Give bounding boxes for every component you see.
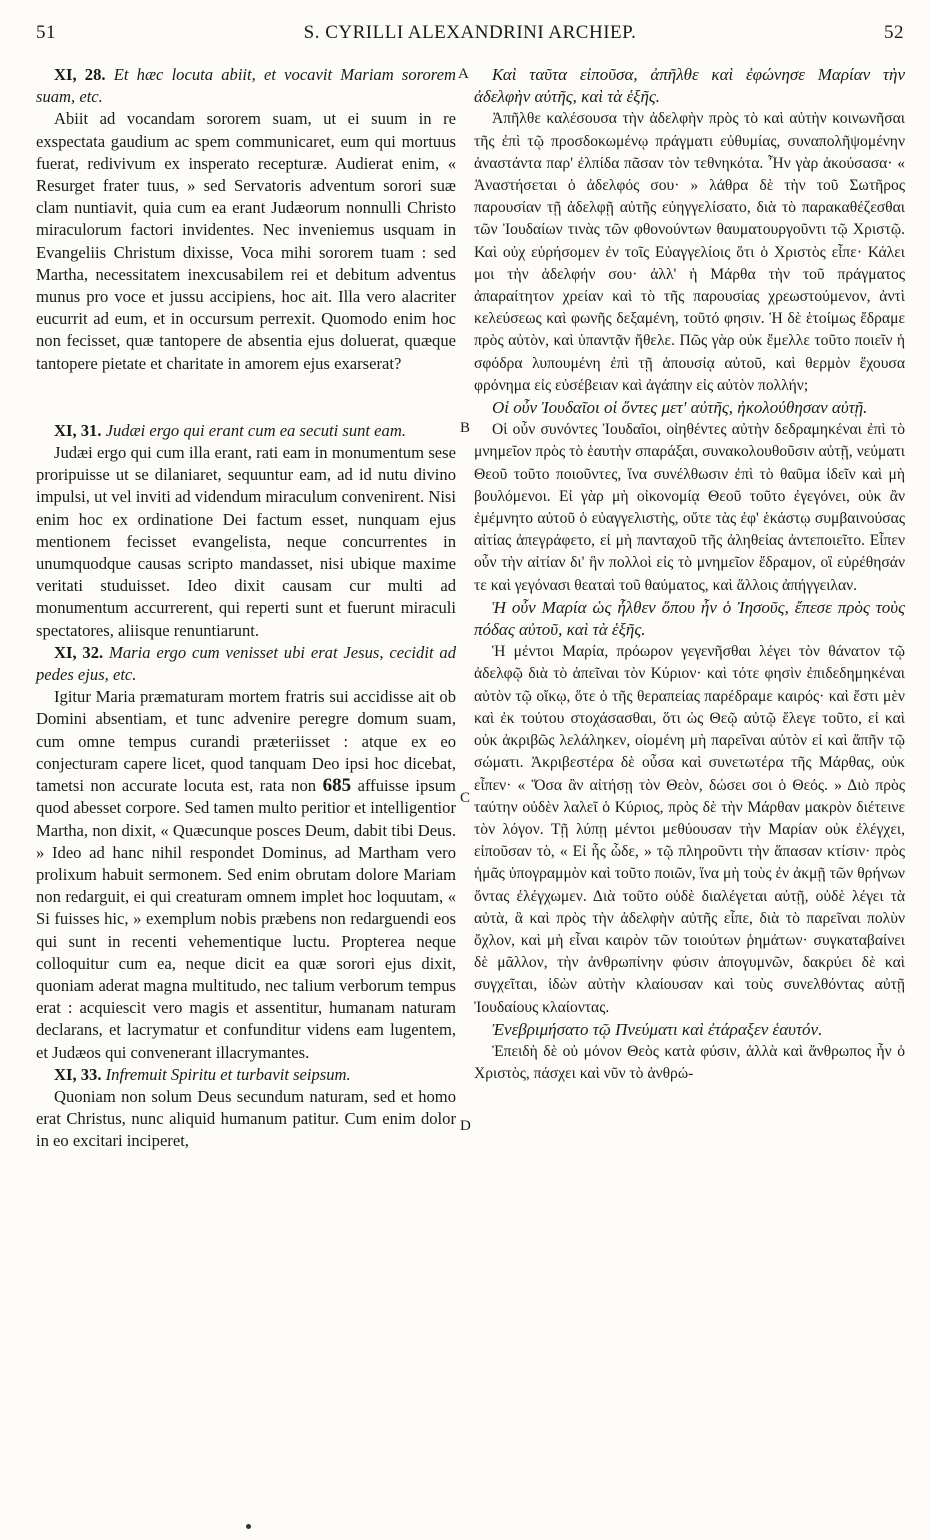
greek-lemma-1: Καὶ ταῦτα εἰποῦσα, ἀπῆλθε καὶ ἐφώνησε Μαρίαν τὴν ἀδελφὴν αὐτῆς, καὶ τὰ ἑξῆς. <box>474 65 905 107</box>
greek-lemma-4: Ἐνεβριμήσατο τῷ Πνεύματι καὶ ἐτάραξεν ἑαυτόν. <box>492 1019 823 1039</box>
verse-ref: XI, 31. <box>54 420 102 440</box>
latin-paragraph-4: Quoniam non solum Deus secundum naturam, sed et homo erat Christus, nunc aliquid humanum patitur. Cum enim dolor in eo excitari inciperet, <box>36 1086 456 1151</box>
verse-ref: XI, 32. <box>54 642 104 662</box>
running-title: S. CYRILLI ALEXANDRINI ARCHIEP. <box>303 22 637 43</box>
running-header <box>36 22 904 52</box>
latin-paragraph-2: Judæi ergo qui cum illa erant, rati eam in monumentum sese proripuisse ut se dilaniaret, sequuntur eam, ad id nutu divino impulsi, ut vel inviti ad videndum miraculum convenirent. Nisi enim hoc ex ordinatione Dei factum esset, nunquam ejus mentionem fecisset evangelista, neque concurrentes in unumquodque causas scripto mandasset, nisi ubique maxime veritati studuisset. Ideo dixit causam cur multi ad monumentum accurrerent, qui reperti sunt et fuerunt miraculi spectatores, aliisque renuntiarunt. <box>36 443 456 640</box>
print-mark <box>246 1524 251 1529</box>
margin-letter-c: C <box>460 790 471 806</box>
greek-column <box>474 64 905 1085</box>
latin-paragraph-3: Igitur Maria præmaturam mortem fratris sui accidisse ait ob Domini absentiam, et tunc advenire peregre domum suam, cum omne tempus curandi præteriisset : atque ex eo conjecturam capere licet, quod tanquam Deo ipsi hoc dicebat, tametsi non accurate locuta est, rata non 685 affuisse ipsum quod abesset corpore. Sed tamen multo peritior et intelligentior Martha, non dixit, « Quæcunque posces Deum, dabit tibi Deus. » Ideo ad hanc nihil respondet Dominus, ad Martham vero prolixum habuit sermonem. Sed enim obrutam dolore Mariam non redarguit, ei qui creaturam omnem implet hoc loquutam, « Si fuisses hic, » exemplum nobis præbens non redarguendi eos qui sunt in recenti vehementique luctu. Propterea neque colloquitur cum ea, neque dicit ea quæ sorori ejus dixit, quoniam aderat magna multitudo, nec talium verborum tempus erat : acquiescit vero magis et assentitur, humanam naturam declarans, et lacrymatur et confunditur videns eam lugentem, et Judæos qui convenerant illacrymantes. <box>36 687 456 1062</box>
latin-lemma-2: XI, 31. Judæi ergo qui erant cum ea secuti sunt eam. <box>54 420 406 440</box>
page-number-right: 52 <box>884 22 904 43</box>
latin-lemma-4: XI, 33. Infremuit Spiritu et turbavit seipsum. <box>54 1064 351 1084</box>
latin-paragraph-1: Abiit ad vocandam sororem suam, ut ei suum in re exspectata gaudium ac spem communicaret, eum qui mortuus fuerat, redivivum ex insperato recepturæ. Audierat enim, « Resurget frater tuus, » sed Servatoris adventum sorori suæ clam nuntiavit, quia cum ea erant Judæorum nonnulli Christo miraculorum factori invidentes. Nec inveniemus usquam in Evangeliis Christum dixisse, Voca mihi sororem tuam : sed Martha, necessitatem inexcusabilem rei et debitum adventus munus pro voce et jussu accipiens, hoc ait. Illa vero alacriter eucurrit ad eum, et in occursum perrexit. Quomodo enim hoc non fecisset, quæ tantopere de absentia ejus doluerat, quæque tantopere pietate et charitate in amorem ejus exarserat? <box>36 109 456 373</box>
latin-column <box>36 64 456 1153</box>
margin-letter-d: D <box>460 1118 471 1134</box>
greek-paragraph-1: Ἀπῆλθε καλέσουσα τὴν ἀδελφὴν πρὸς τὸ καὶ αὐτὴν κοινωνῆσαι τῆς ἐπὶ τῷ προσδοκωμένῳ πράγματι εὐθυμίας, συναπολῆψομένην ἀναστάντα παρ' ἐλπίδα πᾶσαν τὸν τεθνηκότα. Ἦν γὰρ ἀκούσασα· « Ἀναστήσεται ὁ ἀδελφός σου· » λάθρα δὲ τὴν τοῦ Σωτῆρος παρουσίαν τῇ ἀδελφῇ αὐτῆς εὐηγγελίσατο, διὰ τὸ παρακαθέζεσθαι τῶν Ἰουδαίων τινὰς τῶν φθονούντων θαυματουργοῦντι τῷ Χριστῷ. Καὶ οὐχ εὑρήσομεν ἐν τοῖς Εὐαγγελίοις ὅτι ὁ Χριστὸς εἶπε· Κάλει μοι τὴν ἀδελφήν σου· ἀλλ' ἡ Μάρθα τὴν τοῦ πράγματος ἀπαραίτητον χρείαν καὶ τὸ τῆς παρουσίας χρεωστούμενον, ἀντὶ κελεύσεως καὶ φωνῆς δεξαμένη, τοῦτό φησιν. Ἡ δὲ ἑτοίμως ἔδραμε πρὸς αὐτὸν, καὶ ὑπαντᾷν ἤθελε. Πῶς γὰρ οὐκ ἔμελλε τοῦτο ποιεῖν ἡ σφόδρα λυπουμένη ἐπὶ τῇ ἀπουσίᾳ αὐτοῦ, καὶ θερμὸν ἔχουσα φρόνημα εἰς εὐσέβειαν καὶ ἀγάπην εἰς αὐτὸν πολλήν; <box>474 110 905 394</box>
greek-paragraph-4: Ἐπειδὴ δὲ οὐ μόνον Θεὸς κατὰ φύσιν, ἀλλὰ καὶ ἄνθρωπος ἦν ὁ Χριστὸς, πάσχει καὶ νῦν τὸ ἀνθρώ- <box>474 1042 905 1083</box>
greek-lemma-2: Οἱ οὖν Ἰουδαῖοι οἱ ὄντες μετ' αὐτῆς, ἠκολούθησαν αὐτῇ. <box>492 398 868 418</box>
verse-ref: XI, 28. <box>54 65 106 84</box>
margin-letter-a: A <box>458 66 469 82</box>
plate-number: 685 <box>322 775 352 797</box>
latin-lemma-1: XI, 28. Et hæc locuta abiit, et vocavit Mariam sororem suam, etc. <box>36 65 456 107</box>
greek-paragraph-2: Οἱ οὖν συνόντες Ἰουδαῖοι, οἰηθέντες αὐτὴν δεδραμηκέναι ἐπὶ τὸ μνημεῖον πρὸς τὸ ἑαυτὴν σπαράξαι, συνακολουθοῦσιν αὐτῇ, νεύματι Θεοῦ τοῦτο ποιοῦντες, ἵνα συνέλθωσιν ἐπὶ τὸ θαῦμα ἰδεῖν καὶ μὴ βουλόμενοι. Εἰ γὰρ μὴ οἰκονομίᾳ Θεοῦ τοῦτο ἐγεγόνει, οὐκ ἂν ἐμέμνητο αὐτοῦ ὁ εὐαγγελιστὴς, οὔτε τὰς ἐφ' ἑκάστῳ συμβαινούσας αἰτίας ἀπεγράφετο, εἰ μὴ πανταχοῦ τῆς ἀληθείας ἀντεποιεῖτο. Εἶπεν οὖν τὴν αἰτίαν δι' ἣν πολλοὶ εἰς τὸ μνημεῖον ἔδραμον, οἳ εὑρέθησάν τε καὶ γεγόνασι θεαταὶ τοῦ θαύματος, καὶ ἄλλοις ἀπήγγειλαν. <box>474 421 905 594</box>
latin-lemma-3: XI, 32. Maria ergo cum venisset ubi erat Jesus, cecidit ad pedes ejus, etc. <box>36 642 456 685</box>
greek-paragraph-3: Ἡ μέντοι Μαρία, πρόωρον γεγενῆσθαι λέγει τὸν θάνατον τῷ ἀδελφῷ διὰ τὸ ἀπεῖναι τὸν Κύριον· καὶ τότε φησὶν ἐπιδεδημηκέναι αὐτὸν τῷ οἴκῳ, ὅτε ὁ τῆς θεραπείας παρέδραμε καιρός· καὶ ἔστι μὲν καὶ ἐκ τούτου στοχάσασθαι, ὅτι ὡς Θεῷ αὐτῷ ἔλεγε τοῦτο, εἰ καὶ οὐκ ἀκριβῶς λελάληκεν, οἰομένη μὴ παρεῖναι αὐτὸν εἰ καὶ ἄπῆν τῷ σώματι. Ἀκριβεστέρα δὲ οὖσα καὶ συνετωτέρα τῆς Μάρθας, οὐκ εἶπεν· « Ὅσα ἂν αἰτήσῃ τὸν Θεὸν, δώσει σοι ὁ Θεός. » Διὸ πρὸς ταύτην οὐδὲν λαλεῖ ὁ Κύριος, πρὸς δὲ τὴν Μάρθαν μακρὸν διέτεινε τὸν λόγον. Τῇ λύπῃ μέντοι μεθύουσαν τὴν Μαρίαν οὐκ ἐλέγχει, εἰποῦσαν τὸ, « Εἰ ἧς ὧδε, » τῷ πληροῦντι τὴν ἅπασαν κτίσιν· πρὸς ἡμᾶς ὑπογραμμὸν καὶ τοῦτο ποιῶν, ἵνα μὴ τοὺς ἐν ἀκμῇ τῶν θρήνων ὄντας ἐλέγχωμεν. Διὰ τοῦτο οὐδὲ διαλέγεται αὐτῇ, οὐδὲ λέγει τὰ αὐτὰ, ἃ καὶ πρὸς τὴν ἀδελφὴν αὐτῆς εἶπε, διὰ τὸ παρεῖναι πολὺν ὄχλον, καὶ μὴ εἶναι καιρὸν τῶν τοιούτων ῥημάτων· συγκαταβαίνει δὲ μᾶλλον, τὴν ἀνθρωπίνην φύσιν ἀπογυμνῶν, δακρύει δὲ καὶ συγχεῖται, ἰδὼν αὐτὴν κλαίουσαν καὶ τοὺς συνελθόντας αὐτῇ Ἰουδαίους κλαίοντας. <box>474 643 905 1016</box>
page-number-left: 51 <box>36 22 56 43</box>
greek-lemma-3: Ἡ οὖν Μαρία ὡς ἦλθεν ὅπου ἦν ὁ Ἰησοῦς, ἔπεσε πρὸς τοὺς πόδας αὐτοῦ, καὶ τὰ ἑξῆς. <box>474 597 905 640</box>
margin-letter-b: B <box>460 420 471 436</box>
verse-ref: XI, 33. <box>54 1064 102 1084</box>
